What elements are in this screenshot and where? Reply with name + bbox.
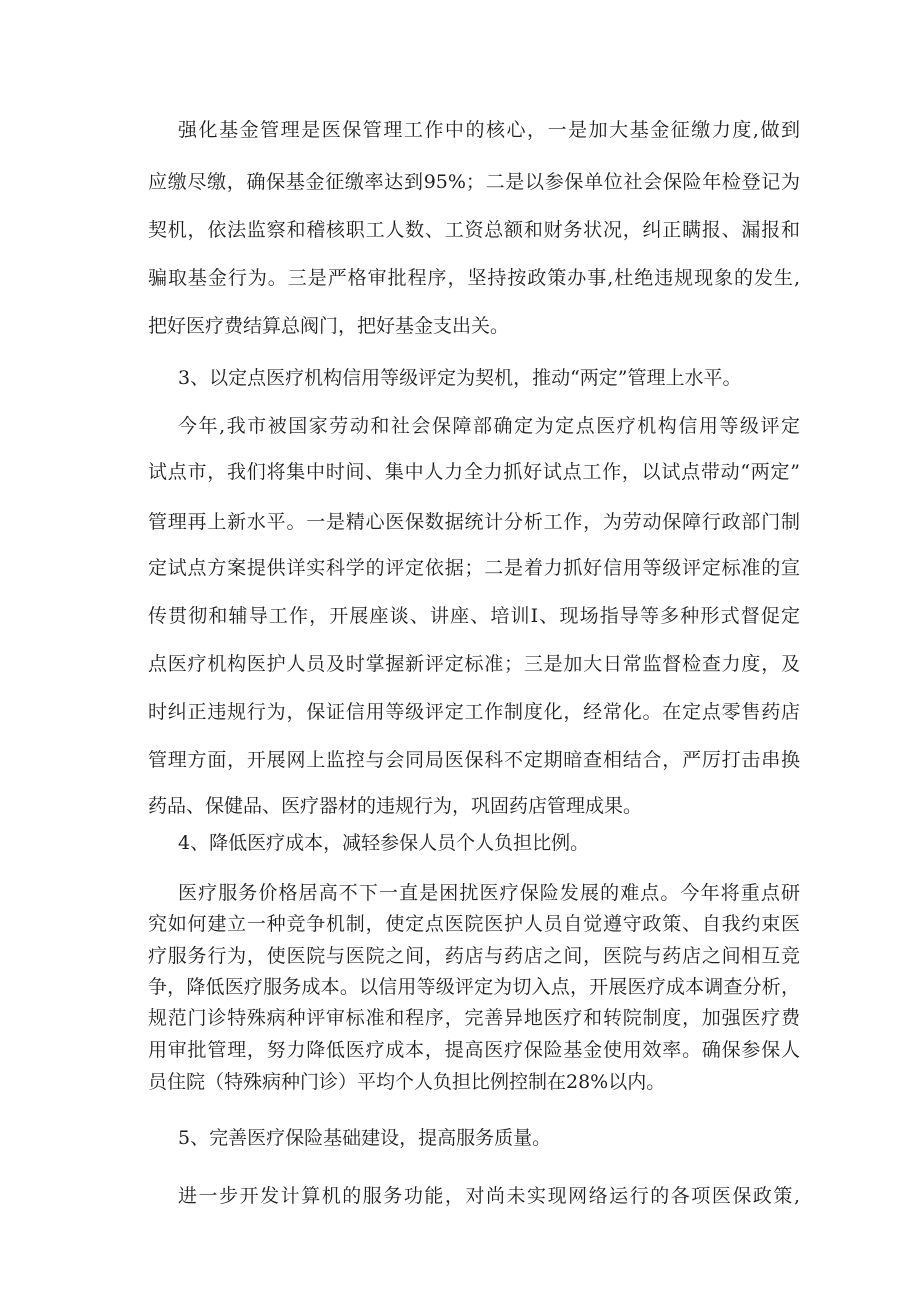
paragraph-line: 员住院（特殊病种门诊）平均个人负担比例控制在28%以内。 (148, 1071, 666, 1093)
paragraph-line: 今年,我市被国家劳动和社会保障部确定为定点医疗机构信用等级评定 (178, 415, 800, 437)
paragraph-line: 争，降低医疗服务成本。以信用等级评定为切入点，开展医疗成本调查分析， (148, 976, 800, 998)
paragraph-line: 疗服务行为，使医院与医院之间，药店与药店之间，医院与药店之间相互竞 (148, 945, 800, 967)
paragraph-line: 点医疗机构医护人员及时掌握新评定标准；三是加大日常监督检查力度，及 (148, 653, 800, 675)
paragraph-line: 进一步开发计算机的服务功能，对尚未实现网络运行的各项医保政策, (178, 1185, 800, 1207)
paragraph-line: 究如何建立一种竞争机制，使定点医院医护人员自觉遵守政策、自我约束医 (148, 913, 800, 935)
paragraph-line: 用审批管理，努力降低医疗成本，提高医疗保险基金使用效率。确保参保人 (148, 1039, 800, 1061)
paragraph-line: 医疗服务价格居高不下一直是困扰医疗保险发展的难点。今年将重点研 (178, 882, 800, 904)
paragraph-line: 应缴尽缴，确保基金征缴率达到95%；二是以参保单位社会保险年检登记为 (148, 171, 800, 193)
paragraph-line: 骗取基金行为。三是严格审批程序，坚持按政策办事,杜绝违规现象的发生, (148, 267, 800, 289)
section-heading-4: 4、降低医疗成本，减轻参保人员个人负担比例。 (178, 832, 590, 854)
paragraph-line: 药品、保健品、医疗器材的违规行为，巩固药店管理成果。 (148, 795, 643, 817)
section-heading-5: 5、完善医疗保险基础建设，提高服务质量。 (178, 1127, 552, 1149)
paragraph-line: 把好医疗费结算总阀门，把好基金支出关。 (148, 315, 510, 337)
paragraph-line: 规范门诊特殊病种评审标准和程序，完善异地医疗和转院制度，加强医疗费 (148, 1007, 800, 1029)
paragraph-line: 时纠正违规行为，保证信用等级评定工作制度化，经常化。在定点零售药店 (148, 701, 800, 723)
paragraph-line: 管理方面，开展网上监控与会同局医保科不定期暗查相结合，严厉打击串换 (148, 749, 800, 771)
paragraph-line: 定试点方案提供详实科学的评定依据；二是着力抓好信用等级评定标准的宣 (148, 557, 800, 579)
paragraph-line: 传贯彻和辅导工作，开展座谈、讲座、培训I、现场指导等多种形式督促定 (148, 605, 800, 627)
paragraph-line: 管理再上新水平。一是精心医保数据统计分析工作，为劳动保障行政部门制 (148, 511, 800, 533)
section-heading-3: 3、以定点医疗机构信用等级评定为契机，推动“两定”管理上水平。 (178, 367, 742, 389)
paragraph-line: 强化基金管理是医保管理工作中的核心，一是加大基金征缴力度,做到 (178, 119, 800, 141)
paragraph-line: 契机，依法监察和稽核职工人数、工资总额和财务状况，纠正瞒报、漏报和 (148, 219, 800, 241)
paragraph-line: 试点市，我们将集中时间、集中人力全力抓好试点工作，以试点带动“两定” (148, 461, 800, 483)
